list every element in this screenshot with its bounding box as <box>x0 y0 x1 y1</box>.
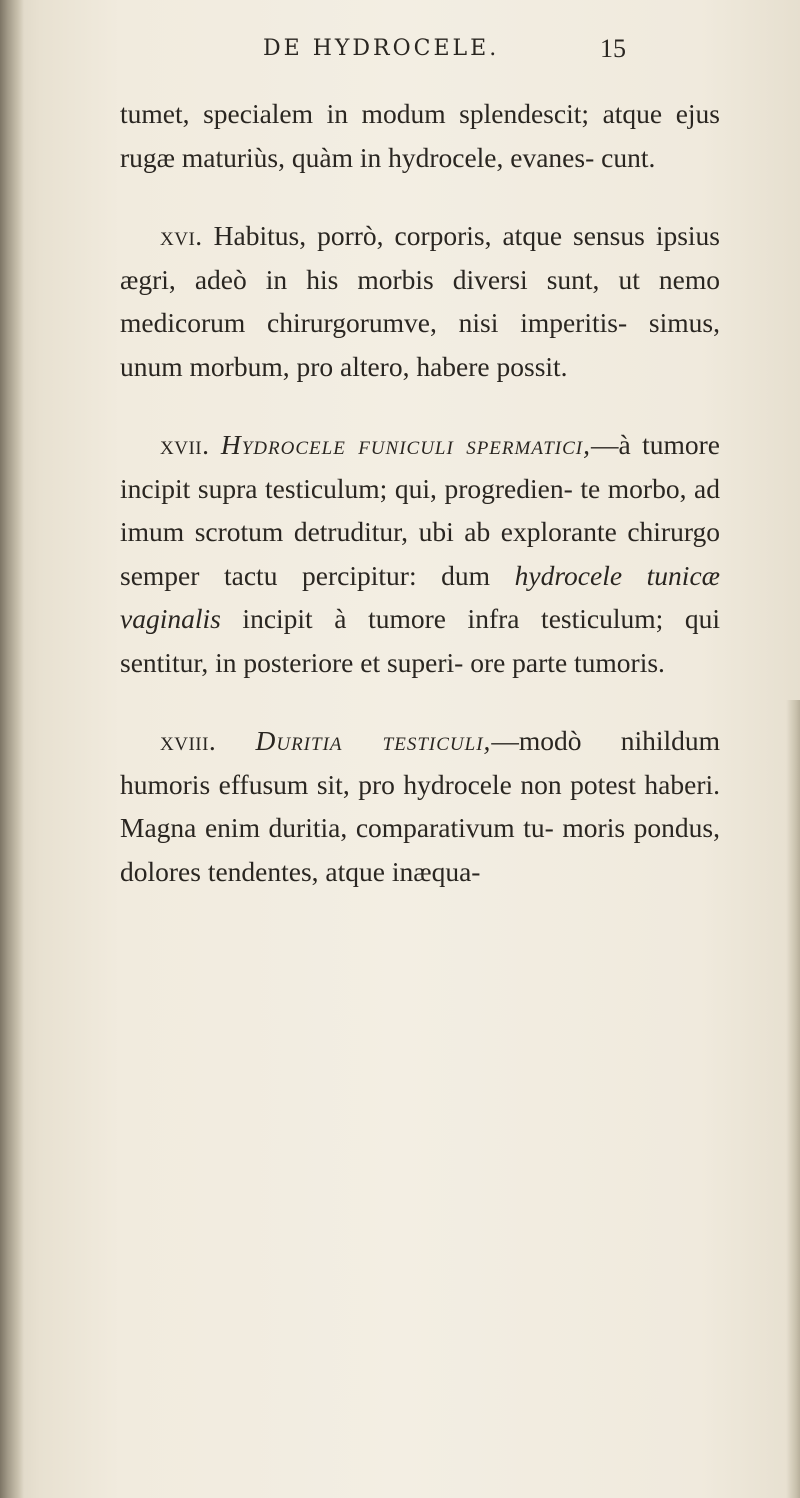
page-edge-shadow <box>786 700 800 1498</box>
paragraph-text: —modò nihildum humoris effusum sit, pro hydrocele non potest haberi. Magna enim duritia, comparativum tu- moris pondus, dolores tendentes, atque inæqua- <box>120 725 721 887</box>
paragraph-text: incipit à tumore infra testiculum; qui sentitur, in posteriore et superi- ore parte tumoris. <box>120 603 720 678</box>
running-head: DE HYDROCELE. <box>263 36 500 61</box>
section-numeral: xviii. <box>160 725 217 756</box>
paragraph-text: tumet, specialem in modum splendescit; atque ejus rugæ maturiùs, quàm in hydrocele, evanes- cunt. <box>120 98 720 173</box>
section-heading: Hydrocele funiculi spermatici, <box>220 429 592 460</box>
paragraph-text: —à tumore incipit supra testiculum; qui, progredien- te morbo, ad imum scrotum detruditur, ubi ab explorante chirurgo semper tactu percipitur: dum <box>120 429 721 591</box>
page-header <box>0 36 800 76</box>
paragraph-text: Habitus, porrò, corporis, atque sensus ipsius ægri, adeò in his morbis diversi sunt, ut nemo medicorum chirurgorumve, nisi imperitis- simus, unum morbum, pro altero, habere possit. <box>120 220 721 382</box>
italic-term: hydrocele tunicæ vaginalis <box>120 559 720 634</box>
section-numeral: xvi. <box>160 220 203 251</box>
section-heading: Duritia testiculi, <box>255 725 492 756</box>
section-numeral: xvii. <box>160 429 210 460</box>
body-text <box>120 92 720 893</box>
paragraph-xvii <box>120 423 720 684</box>
page-binding-shadow <box>0 0 24 1498</box>
paragraph-xviii <box>120 719 720 893</box>
page-number: 15 <box>600 34 626 63</box>
paragraph-xvi <box>120 214 720 388</box>
paragraph-continuation <box>120 92 720 179</box>
